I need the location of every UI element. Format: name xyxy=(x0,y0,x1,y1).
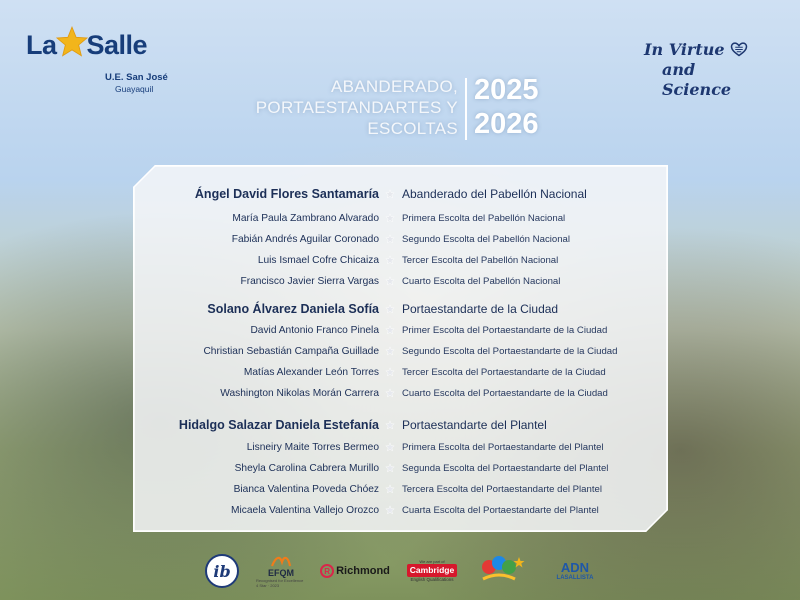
heart-icon xyxy=(730,42,748,57)
list-item xyxy=(133,250,668,270)
star-icon xyxy=(385,505,395,515)
ib-logo-mark: ib xyxy=(205,554,239,588)
page-title xyxy=(230,74,550,144)
list-item xyxy=(133,458,668,478)
partner-logos xyxy=(198,552,608,592)
logo-text-la: La xyxy=(26,30,57,60)
people-icon xyxy=(475,553,529,589)
year-end: 2026 xyxy=(474,108,539,140)
list-item xyxy=(133,271,668,291)
honoree-role: Segundo Escolta del Pabellón Nacional xyxy=(402,233,571,245)
honoree-name: Luis Ismael Cofre Chicaiza xyxy=(257,254,379,266)
school-city: Guayaquil xyxy=(115,84,154,94)
honoree-name: Lisneiry Maite Torres Bermeo xyxy=(246,441,379,453)
list-item xyxy=(133,362,668,382)
title-line-3: ESCOLTAS xyxy=(367,119,458,138)
star-icon xyxy=(385,189,395,199)
honoree-name: Ángel David Flores Santamaría xyxy=(194,187,379,201)
star-icon xyxy=(55,25,89,59)
star-icon xyxy=(385,463,395,473)
honoree-name: María Paula Zambrano Alvarado xyxy=(232,212,379,224)
list-item xyxy=(133,184,668,204)
star-icon xyxy=(385,234,395,244)
adn-lasallista-logo: ADN LASALLISTA xyxy=(556,559,594,581)
honoree-role: Primer Escolta del Portaestandarte de la Ciudad xyxy=(402,324,608,336)
motto xyxy=(644,40,764,100)
star-icon xyxy=(385,420,395,430)
honoree-role: Tercer Escolta del Pabellón Nacional xyxy=(402,254,559,266)
star-icon xyxy=(385,388,395,398)
star-icon xyxy=(385,304,395,314)
honoree-role: Tercera Escolta del Portaestandarte del Plantel xyxy=(402,483,602,495)
honoree-role: Cuarta Escolta del Portaestandarte del Plantel xyxy=(402,504,599,516)
list-item xyxy=(133,229,668,249)
year-start: 2025 xyxy=(474,74,539,106)
list-item xyxy=(133,208,668,228)
logo-text-salle: Salle xyxy=(86,30,148,60)
richmond-r-icon: R xyxy=(320,564,334,578)
efqm-logo: EFQM Recognised for Excellence 4 Star · 2023 xyxy=(256,552,306,590)
honoree-role: Tercer Escolta del Portaestandarte de la Ciudad xyxy=(402,366,606,378)
list-item xyxy=(133,437,668,457)
richmond-logo: R Richmond xyxy=(318,552,392,590)
ib-logo xyxy=(204,552,240,590)
honoree-role: Cuarto Escolta del Pabellón Nacional xyxy=(402,275,561,287)
title-line-2: PORTAESTANDARTES Y xyxy=(255,98,458,117)
honoree-name: Solano Álvarez Daniela Sofía xyxy=(207,302,379,316)
motto-line-1: In Virtue xyxy=(644,40,764,60)
honoree-name: Washington Nikolas Morán Carrera xyxy=(220,387,379,399)
honoree-role: Primera Escolta del Pabellón Nacional xyxy=(402,212,566,224)
star-icon xyxy=(385,213,395,223)
honoree-name: Matías Alexander León Torres xyxy=(243,366,379,378)
star-icon xyxy=(385,276,395,286)
honoree-name: Sheyla Carolina Cabrera Murillo xyxy=(234,462,379,474)
school-name: U.E. San José xyxy=(105,72,168,83)
star-icon xyxy=(385,325,395,335)
honoree-role: Segundo Escolta del Portaestandarte de la Ciudad xyxy=(402,345,618,357)
honoree-role: Primera Escolta del Portaestandarte del Plantel xyxy=(402,441,604,453)
efqm-wave-icon xyxy=(270,554,292,568)
star-icon xyxy=(385,442,395,452)
list-item xyxy=(133,299,668,319)
star-icon xyxy=(385,255,395,265)
logo-wordmark xyxy=(26,30,156,61)
honoree-role: Abanderado del Pabellón Nacional xyxy=(402,187,587,201)
title-line-1: ABANDERADO, xyxy=(330,77,458,96)
list-item xyxy=(133,479,668,499)
honoree-name: Hidalgo Salazar Daniela Estefanía xyxy=(178,418,379,432)
list-item xyxy=(133,500,668,520)
lasalle-logo xyxy=(26,30,168,100)
list-item xyxy=(133,415,668,435)
honoree-name: Fabián Andrés Aguilar Coronado xyxy=(231,233,379,245)
cambridge-logo: We are part of Cambridge English Qualifications xyxy=(406,552,458,590)
list-item xyxy=(133,320,668,340)
honoree-role: Portaestandarte de la Ciudad xyxy=(402,302,559,316)
star-icon xyxy=(385,484,395,494)
honoree-name: Francisco Javier Sierra Vargas xyxy=(240,275,379,287)
honoree-name: Christian Sebastián Campaña Guillade xyxy=(203,345,379,357)
honoree-name: Micaela Valentina Vallejo Orozco xyxy=(231,504,379,516)
motto-line-2: and Science xyxy=(662,60,732,99)
honoree-role: Cuarto Escolta del Portaestandarte de la Ciudad xyxy=(402,387,608,399)
honoree-role: Segunda Escolta del Portaestandarte del Plantel xyxy=(402,462,609,474)
honoree-role: Portaestandarte del Plantel xyxy=(402,418,547,432)
honoree-name: David Antonio Franco Pinela xyxy=(250,324,379,336)
title-text xyxy=(256,76,458,139)
proyecto-juventud-logo xyxy=(474,552,530,590)
title-divider xyxy=(465,78,467,140)
list-item xyxy=(133,341,668,361)
star-icon xyxy=(385,346,395,356)
list-item xyxy=(133,383,668,403)
star-icon xyxy=(385,367,395,377)
honoree-name: Bianca Valentina Poveda Chóez xyxy=(233,483,379,495)
